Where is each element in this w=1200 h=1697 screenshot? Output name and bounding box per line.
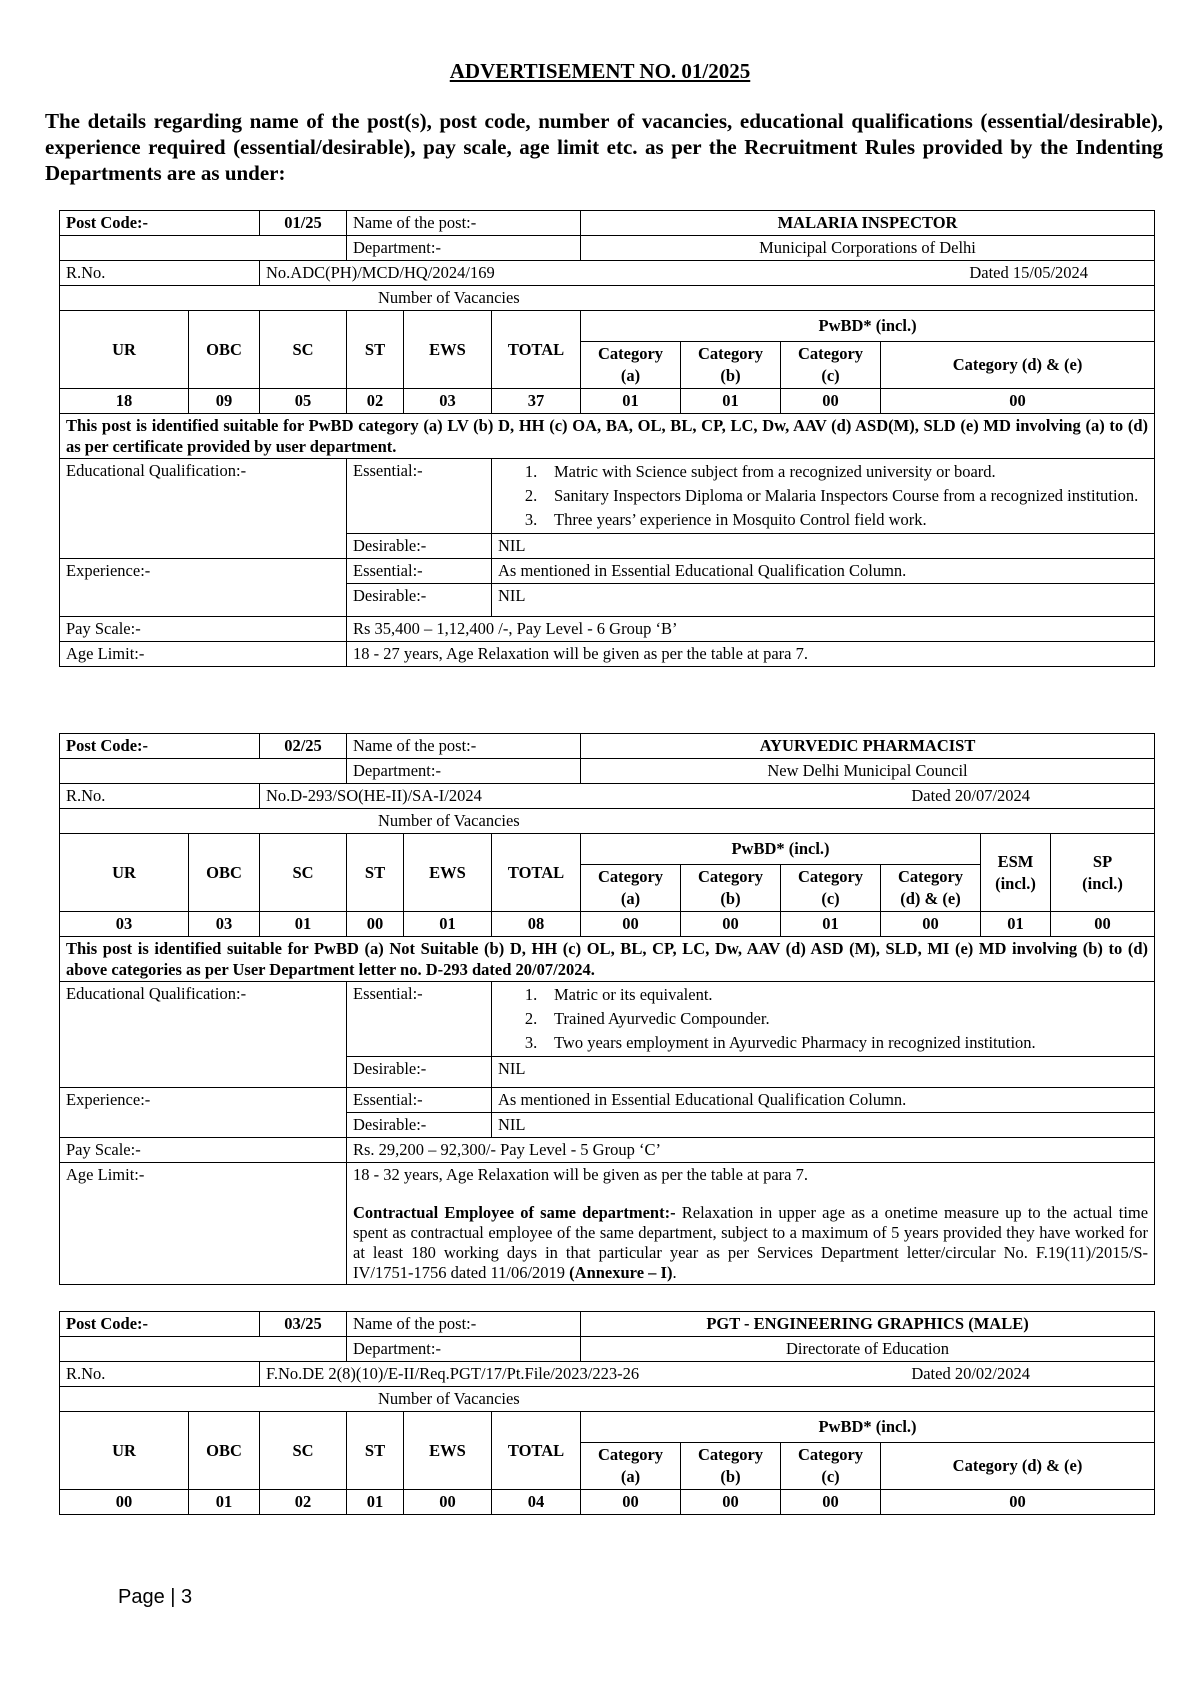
list-item: 2. Trained Ayurvedic Compounder.: [524, 1009, 770, 1028]
col-ews: EWS: [404, 1412, 492, 1490]
department-value: New Delhi Municipal Council: [581, 759, 1155, 784]
list-item: 2. Sanitary Inspectors Diploma or Malaria Inspectors Course from a recognized institution.: [524, 486, 1139, 505]
rno-date: Dated 20/07/2024: [911, 786, 1031, 805]
col-ur: UR: [60, 1412, 189, 1490]
val-ews: 03: [404, 389, 492, 414]
list-item: 1. Matric or its equivalent.: [524, 985, 713, 1004]
col-total: TOTAL: [492, 1412, 581, 1490]
page-title: ADVERTISEMENT NO. 01/2025: [449, 59, 751, 83]
age-limit-value: 18 - 27 years, Age Relaxation will be given as per the table at para 7.: [347, 642, 1155, 667]
exp-essential-label: Essential:-: [347, 559, 492, 584]
col-cat-de: Category (d) & (e): [881, 1443, 1155, 1490]
edu-essential-list: [492, 982, 1155, 1057]
val-cat-b: 01: [681, 389, 781, 414]
blank-cell: [60, 236, 347, 261]
rno-label: R.No.: [60, 784, 260, 809]
col-st: ST: [347, 311, 404, 389]
post-name-value: MALARIA INSPECTOR: [581, 211, 1155, 236]
rno-date: Dated 15/05/2024: [969, 263, 1089, 282]
col-total: TOTAL: [492, 311, 581, 389]
department-label: Department:-: [347, 759, 581, 784]
col-cat-c: Category (c): [781, 342, 881, 389]
col-obc: OBC: [189, 311, 260, 389]
exp-essential-value: As mentioned in Essential Educational Qualification Column.: [492, 1088, 1155, 1113]
pay-scale-value: Rs. 29,200 – 92,300/- Pay Level - 5 Group ‘C’: [347, 1138, 1155, 1163]
department-value: Municipal Corporations of Delhi: [581, 236, 1155, 261]
pwbd-note: This post is identified suitable for PwBD category (a) LV (b) D, HH (c) OA, BA, OL, BL, CP, LC, Dw, AAV (d) ASD(M), SLD (e) MD involving (a) to (d) as per certificate provided by user department.: [60, 414, 1155, 459]
pay-scale-label: Pay Scale:-: [60, 1138, 347, 1163]
exp-essential-value: As mentioned in Essential Educational Qualification Column.: [492, 559, 1155, 584]
age-limit-value: 18 - 32 years, Age Relaxation will be given as per the table at para 7. Contractual Employee of same department:- Relaxation in upper age as a onetime measure up to the actual time spent as contractual employee of the same department, subject to a maximum of 5 years provided they have worked for at least 180 working days in that particular year as per Services Department letter/circular No. F.19(11)/2015/S-IV/1751-1756 dated 11/06/2019 (Annexure – I).: [347, 1163, 1155, 1285]
val-ur: 00: [60, 1490, 189, 1515]
blank-cell: [60, 1337, 347, 1362]
rno-cell: [260, 784, 1155, 809]
val-total: 04: [492, 1490, 581, 1515]
col-cat-de: Category (d) & (e): [881, 865, 981, 912]
post-table-3: [59, 1311, 1155, 1515]
col-st: ST: [347, 1412, 404, 1490]
list-item: 3. Three years’ experience in Mosquito Control field work.: [524, 510, 927, 529]
edu-desirable-label: Desirable:-: [347, 534, 492, 559]
col-esm: ESM (incl.): [981, 834, 1051, 912]
col-obc: OBC: [189, 834, 260, 912]
col-ews: EWS: [404, 311, 492, 389]
department-label: Department:-: [347, 236, 581, 261]
rno-cell: [260, 261, 1155, 286]
col-cat-b: Category (b): [681, 342, 781, 389]
post-name-value: PGT - ENGINEERING GRAPHICS (MALE): [581, 1312, 1155, 1337]
val-obc: 09: [189, 389, 260, 414]
department-value: Directorate of Education: [581, 1337, 1155, 1362]
val-ews: 01: [404, 912, 492, 937]
rno-label: R.No.: [60, 1362, 260, 1387]
rno-label: R.No.: [60, 261, 260, 286]
val-st: 01: [347, 1490, 404, 1515]
col-cat-c: Category (c): [781, 865, 881, 912]
blank-cell: [60, 759, 347, 784]
edu-qual-label: Educational Qualification:-: [60, 459, 347, 559]
exp-desirable-value: NIL: [492, 584, 1155, 617]
col-cat-a: Category (a): [581, 1443, 681, 1490]
exp-essential-label: Essential:-: [347, 1088, 492, 1113]
val-total: 37: [492, 389, 581, 414]
rno-cell: [260, 1362, 1155, 1387]
post-name-label: Name of the post:-: [347, 1312, 581, 1337]
post-name-label: Name of the post:-: [347, 734, 581, 759]
col-total: TOTAL: [492, 834, 581, 912]
val-esm: 01: [981, 912, 1051, 937]
val-cat-a: 00: [581, 1490, 681, 1515]
exp-desirable-value: NIL: [492, 1113, 1155, 1138]
col-ur: UR: [60, 311, 189, 389]
val-cat-de: 00: [881, 389, 1155, 414]
vacancies-heading: Number of Vacancies: [60, 809, 1155, 834]
edu-qual-label: Educational Qualification:-: [60, 982, 347, 1088]
val-cat-b: 00: [681, 1490, 781, 1515]
page-number: Page | 3: [118, 1586, 193, 1608]
edu-desirable-label: Desirable:-: [347, 1057, 492, 1088]
department-label: Department:-: [347, 1337, 581, 1362]
val-cat-c: 01: [781, 912, 881, 937]
edu-essential-label: Essential:-: [347, 459, 492, 534]
post-code-value: 02/25: [260, 734, 347, 759]
col-st: ST: [347, 834, 404, 912]
edu-desirable-value: NIL: [492, 1057, 1155, 1088]
experience-label: Experience:-: [60, 1088, 347, 1138]
val-ur: 18: [60, 389, 189, 414]
col-cat-b: Category (b): [681, 865, 781, 912]
val-cat-a: 01: [581, 389, 681, 414]
post-table-2: [59, 733, 1155, 1285]
experience-label: Experience:-: [60, 559, 347, 617]
exp-desirable-label: Desirable:-: [347, 584, 492, 617]
post-name-value: AYURVEDIC PHARMACIST: [581, 734, 1155, 759]
edu-desirable-value: NIL: [492, 534, 1155, 559]
val-sc: 02: [260, 1490, 347, 1515]
list-item: 1. Matric with Science subject from a recognized university or board.: [524, 462, 996, 481]
post-code-label: Post Code:-: [60, 211, 260, 236]
val-st: 02: [347, 389, 404, 414]
age-limit-label: Age Limit:-: [60, 1163, 347, 1285]
val-cat-a: 00: [581, 912, 681, 937]
col-sp: SP (incl.): [1051, 834, 1155, 912]
rno-value: F.No.DE 2(8)(10)/E-II/Req.PGT/17/Pt.File/2023/223-26: [266, 1364, 640, 1383]
rno-value: No.ADC(PH)/MCD/HQ/2024/169: [266, 263, 495, 282]
vacancies-heading: Number of Vacancies: [60, 286, 1155, 311]
edu-essential-label: Essential:-: [347, 982, 492, 1057]
val-cat-c: 00: [781, 1490, 881, 1515]
pay-scale-value: Rs 35,400 – 1,12,400 /-, Pay Level - 6 Group ‘B’: [347, 617, 1155, 642]
col-cat-c: Category (c): [781, 1443, 881, 1490]
val-cat-c: 00: [781, 389, 881, 414]
col-sc: SC: [260, 1412, 347, 1490]
val-sp: 00: [1051, 912, 1155, 937]
rno-date: Dated 20/02/2024: [911, 1364, 1031, 1383]
exp-desirable-label: Desirable:-: [347, 1113, 492, 1138]
val-cat-de: 00: [881, 912, 981, 937]
val-sc: 05: [260, 389, 347, 414]
post-code-label: Post Code:-: [60, 1312, 260, 1337]
post-code-value: 01/25: [260, 211, 347, 236]
age-limit-label: Age Limit:-: [60, 642, 347, 667]
col-sc: SC: [260, 311, 347, 389]
list-item: 3. Two years employment in Ayurvedic Pharmacy in recognized institution.: [524, 1033, 1036, 1052]
val-ews: 00: [404, 1490, 492, 1515]
val-ur: 03: [60, 912, 189, 937]
val-cat-b: 00: [681, 912, 781, 937]
pwbd-note: This post is identified suitable for PwBD (a) Not Suitable (b) D, HH (c) OL, BL, CP, LC, Dw, AAV (d) ASD (M), SLD, MI (e) MD involving (b) to (d) above categories as per User Department letter no. D-293 dated 20/07/2024.: [60, 937, 1155, 982]
col-obc: OBC: [189, 1412, 260, 1490]
post-code-value: 03/25: [260, 1312, 347, 1337]
vacancies-heading: Number of Vacancies: [60, 1387, 1155, 1412]
col-pwbd: PwBD* (incl.): [581, 311, 1155, 342]
col-cat-de: Category (d) & (e): [881, 342, 1155, 389]
post-name-label: Name of the post:-: [347, 211, 581, 236]
col-sc: SC: [260, 834, 347, 912]
col-pwbd: PwBD* (incl.): [581, 1412, 1155, 1443]
val-total: 08: [492, 912, 581, 937]
post-code-label: Post Code:-: [60, 734, 260, 759]
col-cat-a: Category (a): [581, 865, 681, 912]
col-cat-b: Category (b): [681, 1443, 781, 1490]
post-table-1: [59, 210, 1155, 667]
col-ews: EWS: [404, 834, 492, 912]
contractual-note: Contractual Employee of same department:- Relaxation in upper age as a onetime measure up to the actual time spent as contractual employee of the same department, subject to a maximum of 5 years provided they have worked for at least 180 working days in that particular year as per Services Department letter/circular No. F.19(11)/2015/S-IV/1751-1756 dated 11/06/2019 (Annexure – I).: [353, 1203, 1149, 1282]
rno-value: No.D-293/SO(HE-II)/SA-I/2024: [266, 786, 482, 805]
col-cat-a: Category (a): [581, 342, 681, 389]
col-ur: UR: [60, 834, 189, 912]
val-sc: 01: [260, 912, 347, 937]
col-pwbd: PwBD* (incl.): [581, 834, 981, 865]
val-st: 00: [347, 912, 404, 937]
intro-paragraph: The details regarding name of the post(s), post code, number of vacancies, educational qualifications (essential/desirable), experience required (essential/desirable), pay scale, age limit etc. as per the Recruitment Rules provided by the Indenting Departments are as under:: [45, 109, 1163, 185]
val-obc: 03: [189, 912, 260, 937]
val-cat-de: 00: [881, 1490, 1155, 1515]
pay-scale-label: Pay Scale:-: [60, 617, 347, 642]
val-obc: 01: [189, 1490, 260, 1515]
edu-essential-list: [492, 459, 1155, 534]
